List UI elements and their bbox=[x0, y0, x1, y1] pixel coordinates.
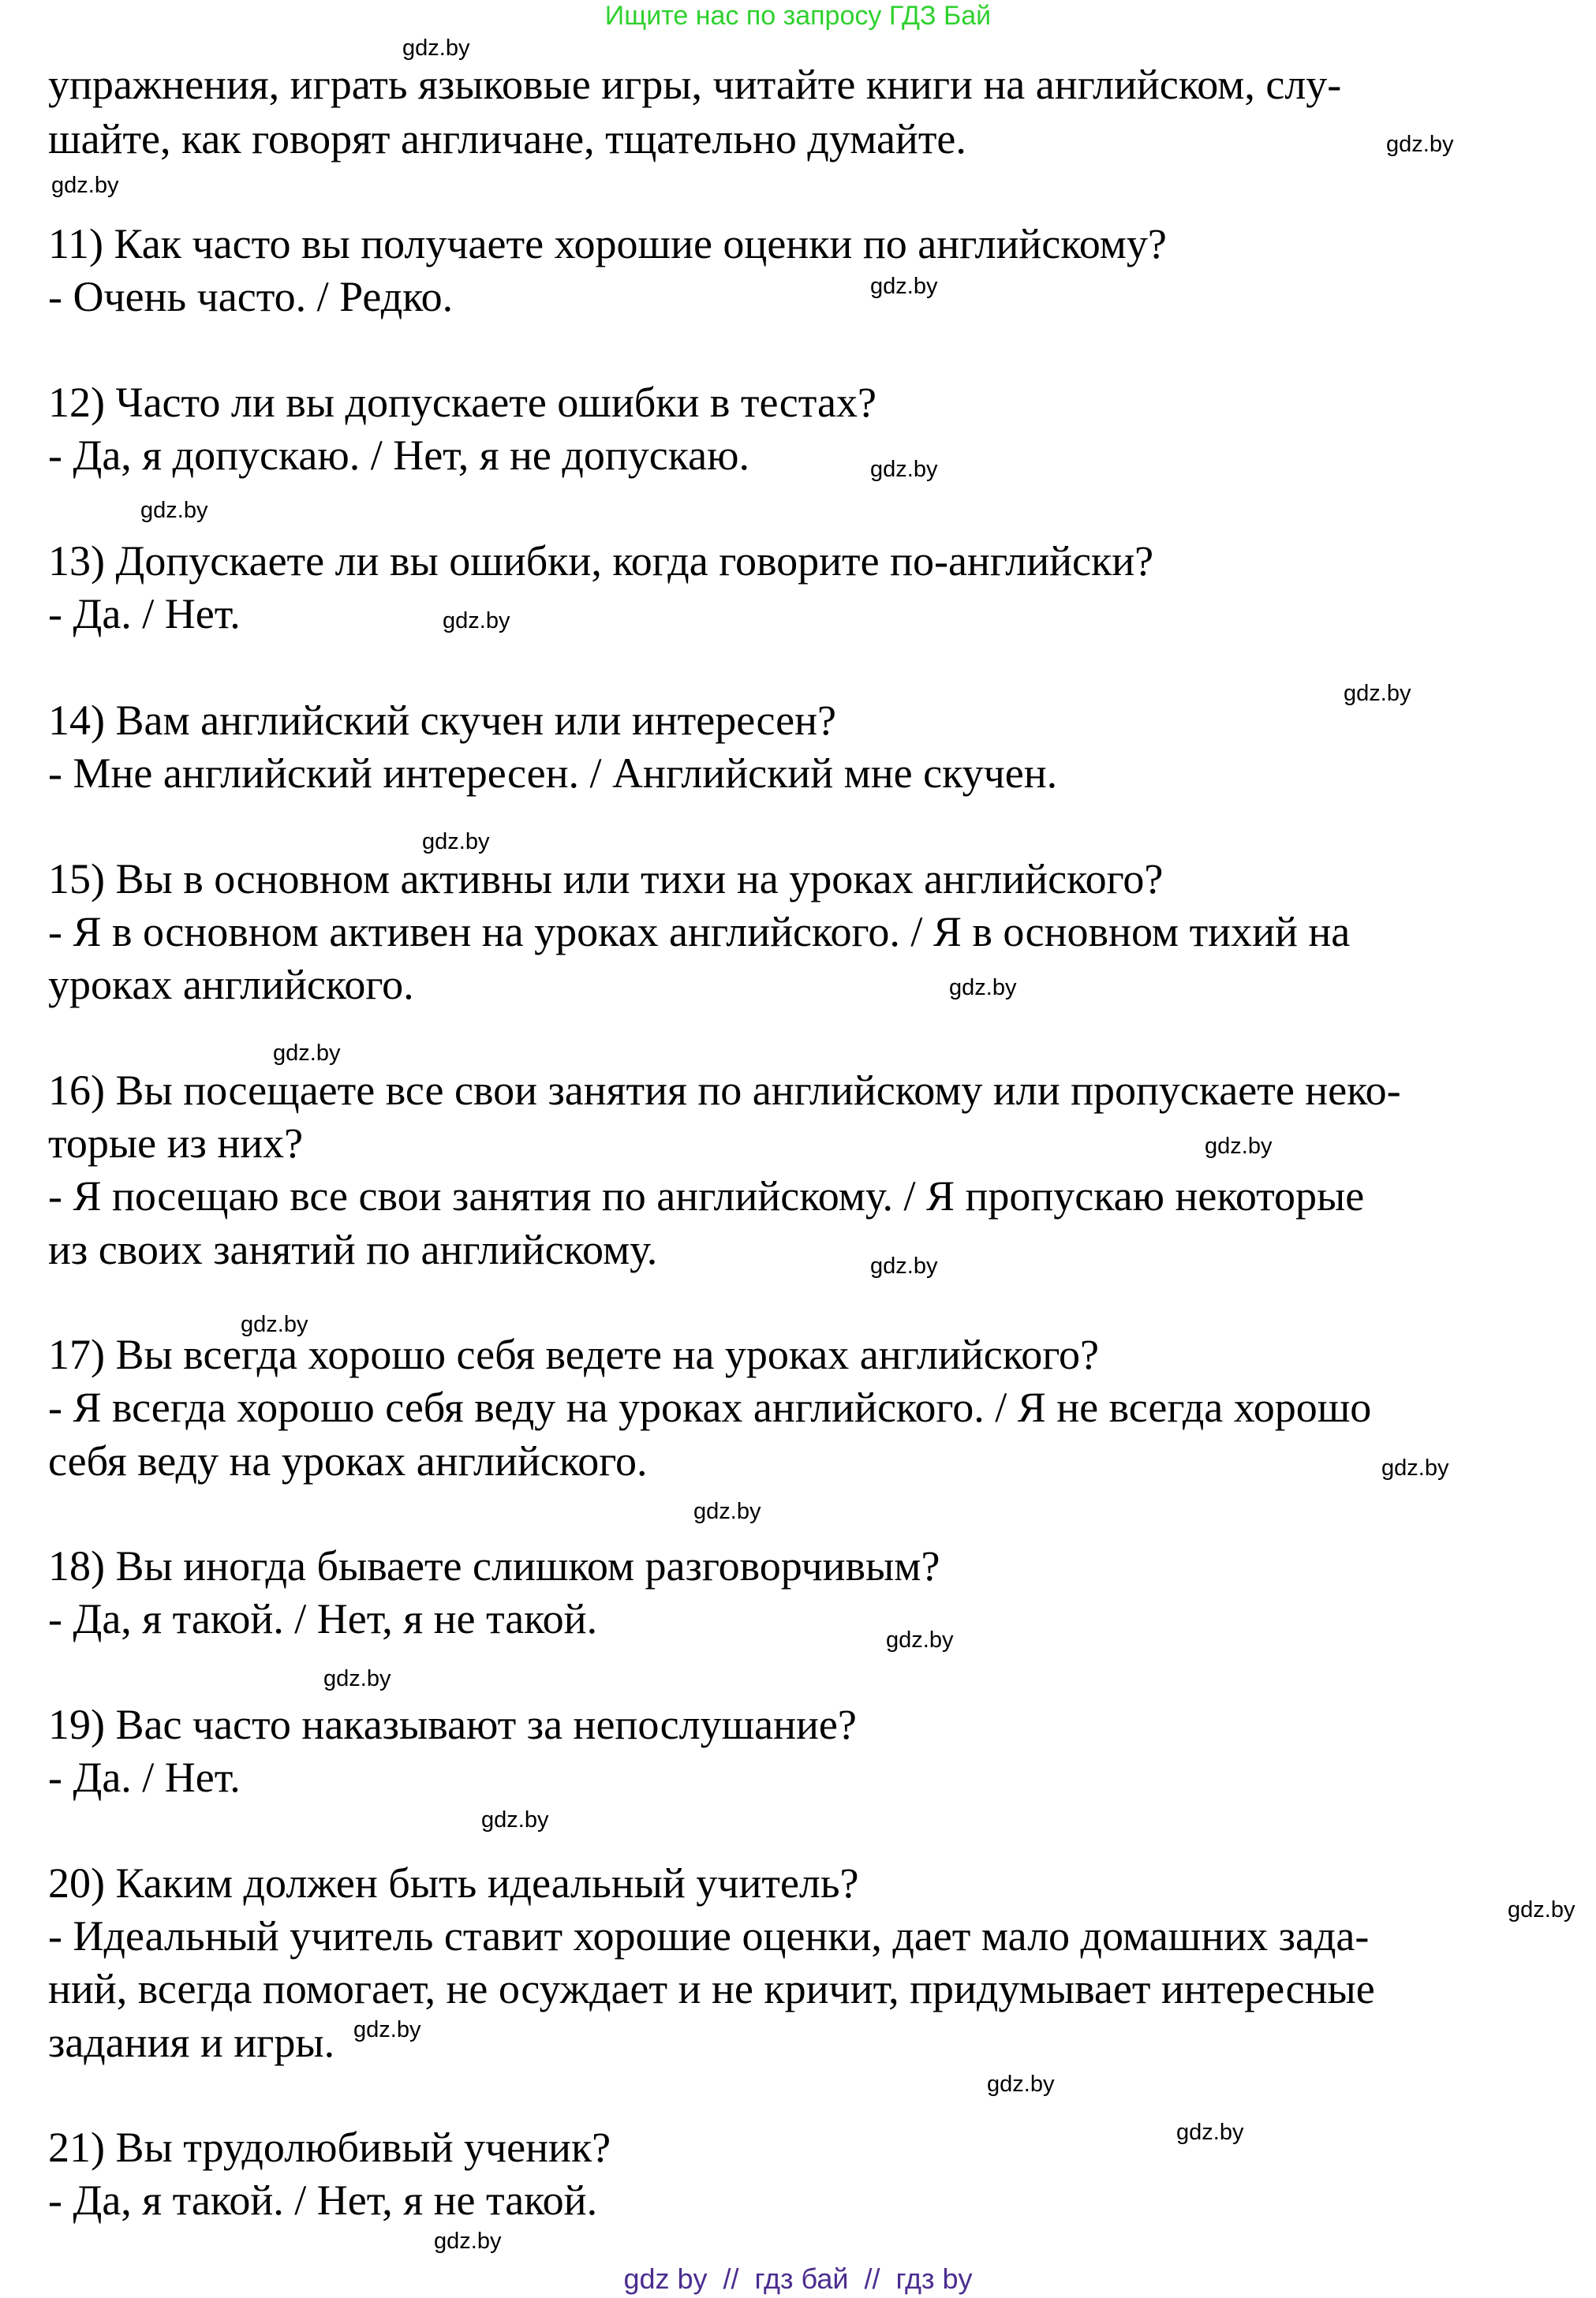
answer-17: - Я всегда хорошо себя веду на уроках английского. / Я не всегда хорошо bbox=[48, 1384, 1372, 1431]
answer-20-cont2: задания и игры. bbox=[48, 2019, 335, 2066]
answer-15: - Я в основном активен на уроках английского. / Я в основном тихий на bbox=[48, 908, 1351, 955]
question-11: 11) Как часто вы получаете хорошие оценки по английскому? bbox=[48, 220, 1167, 267]
text-line: упражнения, играть языковые игры, читайте книги на английском, слу- bbox=[48, 61, 1342, 108]
watermark: gdz.by bbox=[1176, 2120, 1244, 2145]
answer-20: - Идеальный учитель ставит хорошие оценки, дает мало домашних зада- bbox=[48, 1912, 1370, 1960]
answer-19: - Да. / Нет. bbox=[48, 1754, 241, 1801]
watermark: gdz.by bbox=[1344, 681, 1411, 706]
watermark: gdz.by bbox=[1386, 132, 1454, 157]
watermark: gdz.by bbox=[422, 829, 490, 854]
watermark: gdz.by bbox=[241, 1312, 308, 1337]
watermark: gdz.by bbox=[443, 608, 510, 633]
watermark: gdz.by bbox=[1205, 1134, 1273, 1159]
watermark: gdz.by bbox=[870, 457, 938, 482]
watermark: gdz.by bbox=[870, 1254, 938, 1279]
watermark: gdz.by bbox=[949, 975, 1017, 1000]
watermark: gdz.by bbox=[140, 498, 208, 523]
answer-21: - Да, я такой. / Нет, я не такой. bbox=[48, 2177, 598, 2224]
answer-16: - Я посещаю все свои занятия по английскому. / Я пропускаю некоторые bbox=[48, 1172, 1365, 1220]
watermark: gdz.by bbox=[273, 1041, 341, 1066]
text-line: шайте, как говорят англичане, тщательно думайте. bbox=[48, 115, 966, 163]
answer-16-cont: из своих занятий по английскому. bbox=[48, 1226, 658, 1273]
question-15: 15) Вы в основном активны или тихи на уроках английского? bbox=[48, 855, 1164, 902]
watermark: gdz.by bbox=[987, 2072, 1055, 2097]
answer-20-cont: ний, всегда помогает, не осуждает и не кричит, придумывает интересные bbox=[48, 1965, 1375, 2012]
watermark: gdz.by bbox=[323, 1666, 391, 1691]
question-16: 16) Вы посещаете все свои занятия по английскому или пропускаете неко- bbox=[48, 1067, 1401, 1114]
watermark: gdz.by bbox=[693, 1499, 761, 1524]
answer-18: - Да, я такой. / Нет, я не такой. bbox=[48, 1595, 598, 1642]
answer-14: - Мне английский интересен. / Английский мне скучен. bbox=[48, 749, 1058, 797]
watermark: gdz.by bbox=[51, 173, 119, 198]
answer-13: - Да. / Нет. bbox=[48, 590, 241, 637]
question-14: 14) Вам английский скучен или интересен? bbox=[48, 697, 836, 744]
watermark: gdz.by bbox=[481, 1807, 549, 1833]
question-18: 18) Вы иногда бываете слишком разговорчивым? bbox=[48, 1542, 940, 1590]
answer-15-cont: уроках английского. bbox=[48, 961, 414, 1008]
question-17: 17) Вы всегда хорошо себя ведете на уроках английского? bbox=[48, 1331, 1099, 1378]
question-20: 20) Каким должен быть идеальный учитель? bbox=[48, 1859, 859, 1907]
question-13: 13) Допускаете ли вы ошибки, когда говорите по-английски? bbox=[48, 537, 1154, 585]
answer-12: - Да, я допускаю. / Нет, я не допускаю. bbox=[48, 432, 749, 479]
question-19: 19) Вас часто наказывают за непослушание? bbox=[48, 1701, 857, 1748]
search-banner: Ищите нас по запросу ГДЗ Бай bbox=[604, 1, 992, 31]
watermark: gdz.by bbox=[886, 1627, 954, 1653]
question-16-cont: торые из них? bbox=[48, 1119, 304, 1167]
watermark: gdz.by bbox=[1508, 1897, 1575, 1922]
watermark: gdz.by bbox=[353, 2017, 421, 2042]
footer-links: gdz by // гдз бай // гдз by bbox=[623, 2263, 973, 2295]
answer-17-cont: себя веду на уроках английского. bbox=[48, 1437, 648, 1485]
watermark: gdz.by bbox=[434, 2229, 502, 2254]
watermark: gdz.by bbox=[402, 35, 470, 61]
answer-11: - Очень часто. / Редко. bbox=[48, 273, 454, 320]
watermark: gdz.by bbox=[870, 274, 938, 299]
question-21: 21) Вы трудолюбивый ученик? bbox=[48, 2124, 611, 2171]
question-12: 12) Часто ли вы допускаете ошибки в тестах? bbox=[48, 379, 876, 426]
watermark: gdz.by bbox=[1381, 1455, 1449, 1481]
